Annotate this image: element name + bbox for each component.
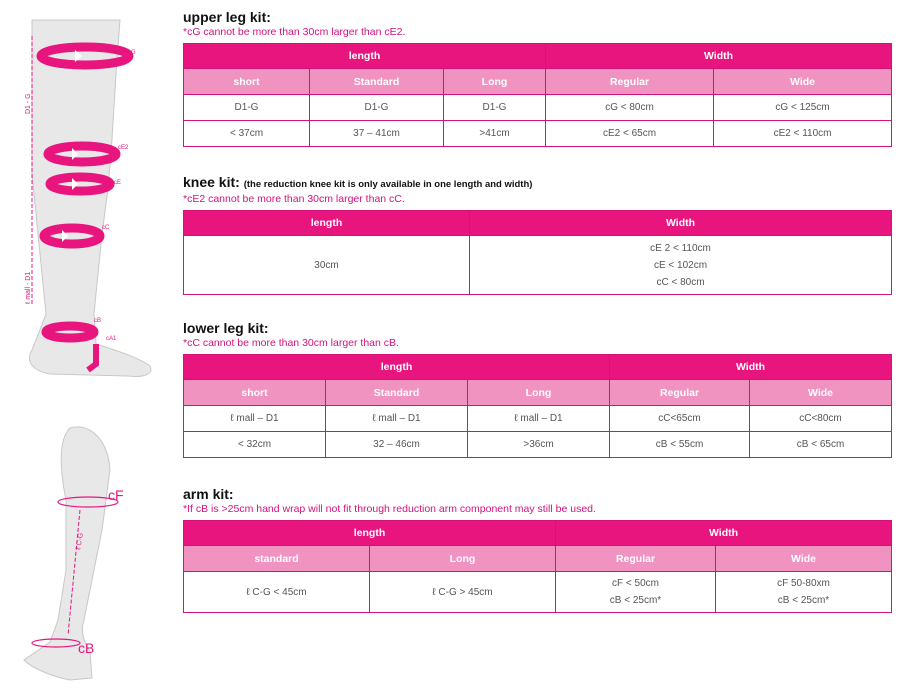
table-cell: < 37cm xyxy=(184,121,310,147)
arm-regular-value: cF < 50cm xyxy=(612,578,659,589)
table-cell: ℓ mall – D1 xyxy=(184,406,326,432)
arm-header-length: length xyxy=(184,521,556,546)
upper-leg-kit-section xyxy=(183,9,891,147)
knee-width-value: cC < 80cm xyxy=(656,276,705,288)
arm-subheader: Long xyxy=(370,546,556,572)
knee-kit-note: *cE2 cannot be more than 30cm larger than cC. xyxy=(183,193,405,205)
knee-kit-table xyxy=(183,210,892,295)
knee-kit-title xyxy=(183,174,891,193)
table-cell: cB < 55cm xyxy=(610,432,750,458)
table-cell: ℓ C-G < 45cm xyxy=(184,572,370,613)
lower-leg-kit-note: *cC cannot be more than 30cm larger than cB. xyxy=(183,337,399,349)
upper-leg-subheader: short xyxy=(184,69,310,95)
arm-label-cF: cF xyxy=(108,487,124,503)
arm-kit-note: *If cB is >25cm hand wrap will not fit through reduction arm component may still be used. xyxy=(183,503,596,515)
table-cell: cE2 < 65cm xyxy=(546,121,714,147)
arm-kit-title: arm kit: xyxy=(183,486,234,502)
knee-width-value: cE 2 < 110cm xyxy=(650,242,711,254)
leg-label-cE: cE xyxy=(114,180,122,186)
upper-leg-header-length: length xyxy=(184,44,546,69)
table-cell: 32 – 46cm xyxy=(326,432,468,458)
arm-regular-value: cB < 25cm* xyxy=(609,595,662,606)
table-cell: >36cm xyxy=(468,432,610,458)
lower-leg-subheader: short xyxy=(184,380,326,406)
table-cell xyxy=(470,236,892,295)
arm-subheader: Wide xyxy=(716,546,892,572)
table-row xyxy=(184,236,892,295)
upper-leg-header-width: Width xyxy=(546,44,892,69)
leg-label-cA1: cA1 xyxy=(106,336,117,342)
table-cell: >41cm xyxy=(444,121,546,147)
table-cell: < 32cm xyxy=(184,432,326,458)
leg-label-cE2: cE2 xyxy=(118,145,129,151)
knee-width-value: cE < 102cm xyxy=(653,259,708,271)
table-cell: D1-G xyxy=(184,95,310,121)
lower-leg-kit-section xyxy=(183,320,891,458)
table-row xyxy=(184,95,892,121)
table-cell: cC<80cm xyxy=(750,406,892,432)
arm-subheader: Regular xyxy=(556,546,716,572)
arm-kit-section xyxy=(183,486,891,613)
table-cell xyxy=(556,572,716,613)
lower-leg-header-length: length xyxy=(184,355,610,380)
upper-leg-kit-note: *cG cannot be more than 30cm larger than cE2. xyxy=(183,26,406,38)
table-cell: cB < 65cm xyxy=(750,432,892,458)
table-cell xyxy=(716,572,892,613)
upper-leg-subheader: Standard xyxy=(310,69,444,95)
table-row xyxy=(184,121,892,147)
leg-label-mall: ℓ mall - D1 xyxy=(25,271,32,304)
table-cell: ℓ mall – D1 xyxy=(326,406,468,432)
leg-label-d1g: D1 - G xyxy=(25,93,32,114)
leg-label-cB: cB xyxy=(94,318,102,324)
table-cell: 30cm xyxy=(184,236,470,295)
lower-leg-subheader: Wide xyxy=(750,380,892,406)
upper-leg-kit-table xyxy=(183,43,892,147)
arm-diagram xyxy=(10,420,160,690)
arm-wide-value: cB < 25cm* xyxy=(777,595,830,606)
table-cell: cG < 80cm xyxy=(546,95,714,121)
lower-leg-subheader: Standard xyxy=(326,380,468,406)
leg-label-cG: cG xyxy=(128,50,136,56)
lower-leg-subheader: Regular xyxy=(610,380,750,406)
upper-leg-subheader: Regular xyxy=(546,69,714,95)
table-cell: ℓ C-G > 45cm xyxy=(370,572,556,613)
lower-leg-kit-table xyxy=(183,354,892,458)
knee-header-length: length xyxy=(184,211,470,236)
table-cell: D1-G xyxy=(444,95,546,121)
upper-leg-subheader: Wide xyxy=(714,69,892,95)
leg-diagram xyxy=(10,14,160,384)
arm-subheader: standard xyxy=(184,546,370,572)
table-cell: 37 – 41cm xyxy=(310,121,444,147)
arm-wide-value: cF 50-80xm xyxy=(777,578,830,589)
table-cell: cE2 < 110cm xyxy=(714,121,892,147)
lower-leg-header-width: Width xyxy=(610,355,892,380)
knee-kit-section xyxy=(183,174,891,295)
table-cell: cG < 125cm xyxy=(714,95,892,121)
lower-leg-kit-title: lower leg kit: xyxy=(183,320,269,336)
arm-header-width: Width xyxy=(556,521,892,546)
lower-leg-subheader: Long xyxy=(468,380,610,406)
arm-kit-table xyxy=(183,520,892,613)
table-cell: D1-G xyxy=(310,95,444,121)
table-row xyxy=(184,432,892,458)
knee-kit-subtitle: (the reduction knee kit is only available in one length and width) xyxy=(243,179,533,190)
table-row xyxy=(184,572,892,613)
upper-leg-subheader: Long xyxy=(444,69,546,95)
knee-header-width: Width xyxy=(470,211,892,236)
table-row xyxy=(184,406,892,432)
knee-kit-title-text: knee kit: xyxy=(183,174,240,190)
table-cell: ℓ mall – D1 xyxy=(468,406,610,432)
arm-label-cB: cB xyxy=(78,640,95,656)
arm-label-lcg: ℓ C-G xyxy=(75,532,85,551)
upper-leg-kit-title: upper leg kit: xyxy=(183,9,271,25)
leg-label-cC: cC xyxy=(102,225,110,231)
table-cell: cC<65cm xyxy=(610,406,750,432)
